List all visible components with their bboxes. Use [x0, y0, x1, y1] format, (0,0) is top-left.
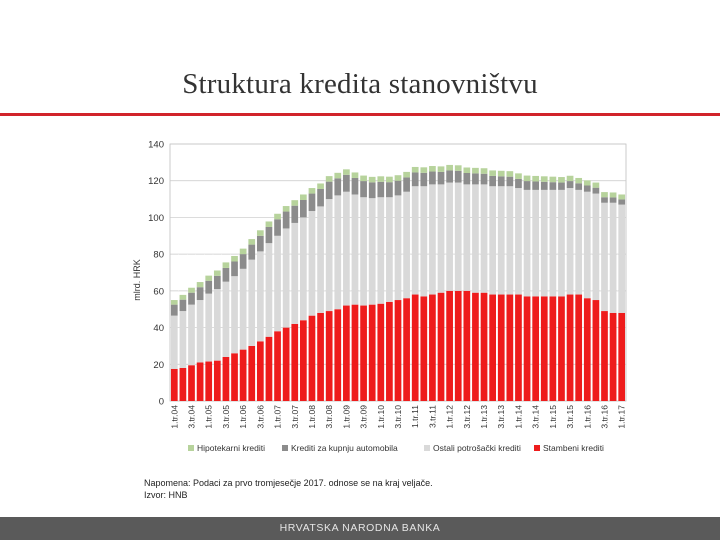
bar-segment-s2-46	[567, 181, 574, 188]
bar-segment-s1-25	[386, 197, 393, 302]
bar-segment-s3-40	[515, 173, 522, 179]
bar-segment-s3-19	[334, 173, 341, 179]
legend-swatch-1	[424, 445, 430, 451]
bar-segment-s3-6	[223, 262, 230, 268]
bar-segment-s1-19	[334, 195, 341, 309]
bar-segment-s1-22	[360, 197, 367, 305]
bar-segment-s1-13	[283, 228, 290, 327]
bar-segment-s2-32	[446, 170, 453, 182]
bar-segment-s3-35	[472, 168, 479, 174]
bar-segment-s0-47	[575, 295, 582, 401]
bar-segment-s2-27	[403, 177, 410, 191]
bar-segment-s0-7	[231, 353, 238, 401]
bar-segment-s1-17	[317, 206, 324, 312]
bar-segment-s2-9	[248, 245, 255, 260]
x-tick-label: 1.tr.09	[341, 405, 352, 429]
bar-segment-s1-48	[584, 192, 591, 298]
footnote-napomena: Napomena: Podaci za prvo tromjesečje 2017. odnose se na kraj veljače.	[144, 478, 433, 488]
bar-segment-s3-16	[309, 188, 316, 194]
bar-segment-s0-27	[403, 298, 410, 401]
bar-segment-s1-42	[532, 190, 539, 296]
bar-segment-s0-5	[214, 361, 221, 401]
bar-segment-s3-11	[266, 221, 273, 227]
bar-segment-s2-33	[455, 171, 462, 183]
bar-segment-s1-49	[593, 194, 600, 300]
bar-segment-s0-35	[472, 293, 479, 401]
bar-segment-s3-49	[593, 183, 600, 188]
bar-segment-s1-38	[498, 186, 505, 294]
bar-segment-s0-9	[248, 346, 255, 401]
x-tick-label: 1.tr.11	[410, 405, 421, 428]
bar-segment-s1-35	[472, 184, 479, 292]
bar-segment-s2-43	[541, 182, 548, 190]
bar-segment-s0-46	[567, 295, 574, 401]
bar-segment-s2-10	[257, 236, 264, 252]
bar-segment-s3-14	[291, 200, 298, 206]
bar-segment-s3-2	[188, 288, 195, 293]
bar-segment-s3-30	[429, 166, 436, 172]
bar-segment-s0-22	[360, 306, 367, 401]
x-tick-label: 3.tr.08	[324, 405, 335, 429]
bar-segment-s2-21	[352, 178, 359, 195]
bar-segment-s1-20	[343, 192, 350, 306]
bar-segment-s0-26	[395, 300, 402, 401]
bar-segment-s0-51	[610, 313, 617, 401]
bar-segment-s3-0	[171, 300, 178, 305]
bar-segment-s2-22	[360, 181, 367, 197]
bar-segment-s2-45	[558, 183, 565, 190]
bar-segment-s2-37	[489, 176, 496, 186]
bar-segment-s0-8	[240, 350, 247, 401]
bar-segment-s3-29	[420, 167, 427, 173]
legend-swatch-3	[188, 445, 194, 451]
bar-segment-s1-26	[395, 195, 402, 300]
bar-segment-s2-19	[334, 178, 341, 195]
bar-segment-s3-12	[274, 214, 281, 220]
bar-segment-s0-11	[266, 337, 273, 401]
legend-swatch-0	[534, 445, 540, 451]
bar-segment-s2-40	[515, 179, 522, 188]
bar-segment-s1-34	[463, 184, 470, 290]
bar-segment-s2-12	[274, 219, 281, 236]
bar-segment-s3-9	[248, 239, 255, 245]
bar-segment-s0-45	[558, 296, 565, 401]
bar-segment-s2-0	[171, 305, 178, 316]
chart-legend	[188, 443, 604, 453]
y-tick-label: 140	[148, 139, 164, 151]
bar-segment-s2-31	[438, 172, 445, 184]
x-tick-label: 3.tr.06	[255, 405, 266, 429]
bar-segment-s1-14	[291, 223, 298, 324]
footer-bank-name: HRVATSKA NARODNA BANKA	[0, 517, 720, 540]
bar-segment-s0-4	[205, 362, 212, 401]
legend-label-2: Krediti za kupnju automobila	[291, 443, 398, 453]
bar-segment-s0-6	[223, 357, 230, 401]
bar-segment-s3-26	[395, 175, 402, 181]
bar-segment-s3-28	[412, 167, 419, 173]
bar-segment-s1-32	[446, 183, 453, 291]
bar-segment-s3-43	[541, 176, 548, 182]
bar-segment-s3-45	[558, 177, 565, 183]
bar-segment-s0-3	[197, 362, 204, 401]
bar-segment-s0-12	[274, 331, 281, 401]
y-tick-label: 60	[153, 286, 164, 298]
bar-segment-s1-4	[205, 294, 212, 362]
stacked-bar-chart	[0, 130, 720, 460]
y-tick-label: 20	[153, 359, 164, 371]
x-tick-label: 1.tr.17	[616, 405, 627, 429]
bar-segment-s3-13	[283, 206, 290, 212]
bar-segment-s3-37	[489, 170, 496, 176]
title-divider	[0, 113, 720, 116]
x-tick-label: 3.tr.09	[358, 405, 369, 429]
bar-segment-s0-37	[489, 295, 496, 401]
x-tick-label: 3.tr.11	[427, 405, 438, 428]
bar-segment-s3-47	[575, 178, 582, 183]
bar-segment-s3-24	[377, 176, 384, 182]
bar-segment-s0-31	[438, 293, 445, 401]
bar-segment-s3-34	[463, 167, 470, 173]
bar-segment-s1-24	[377, 197, 384, 303]
bar-segment-s2-49	[593, 188, 600, 194]
bar-segment-s1-10	[257, 251, 264, 341]
bar-segment-s0-44	[550, 296, 557, 401]
bar-segment-s1-27	[403, 192, 410, 298]
bar-segment-s0-42	[532, 296, 539, 401]
x-tick-label: 3.tr.12	[461, 405, 472, 429]
bar-segment-s3-1	[180, 295, 187, 300]
bar-segment-s2-15	[300, 200, 307, 217]
bar-segment-s1-51	[610, 203, 617, 313]
bar-segment-s2-34	[463, 173, 470, 184]
bar-segment-s0-20	[343, 306, 350, 401]
bar-segment-s1-31	[438, 184, 445, 292]
page-title: Struktura kredita stanovništvu	[182, 68, 538, 100]
x-tick-label: 1.tr.08	[306, 405, 317, 429]
bar-segment-s3-31	[438, 166, 445, 172]
bar-segment-s2-24	[377, 182, 384, 197]
bar-segment-s2-1	[180, 300, 187, 311]
bar-segment-s3-17	[317, 183, 324, 189]
bar-segment-s2-25	[386, 182, 393, 197]
bar-segment-s1-47	[575, 190, 582, 295]
bar-segment-s2-50	[601, 197, 608, 203]
bar-segment-s1-12	[274, 236, 281, 331]
x-axis	[169, 405, 626, 429]
x-tick-label: 3.tr.14	[530, 405, 541, 429]
bar-segment-s2-17	[317, 189, 324, 206]
bar-segment-s2-28	[412, 172, 419, 186]
bar-segment-s0-16	[309, 316, 316, 401]
bar-segment-s3-3	[197, 282, 204, 287]
bar-segment-s1-0	[171, 316, 178, 369]
bar-segment-s0-48	[584, 298, 591, 401]
bar-segment-s0-13	[283, 328, 290, 401]
bar-segment-s2-51	[610, 197, 617, 202]
x-tick-label: 3.tr.16	[599, 405, 610, 429]
bar-segment-s3-39	[506, 171, 513, 177]
bar-segment-s2-30	[429, 172, 436, 185]
bar-segment-s2-52	[618, 199, 625, 204]
bar-segment-s3-23	[369, 177, 376, 183]
bar-segment-s1-15	[300, 217, 307, 320]
bar-segment-s1-16	[309, 211, 316, 316]
bar-segment-s0-21	[352, 305, 359, 401]
y-tick-label: 120	[148, 176, 164, 188]
bar-segment-s1-18	[326, 199, 333, 311]
bar-segment-s3-38	[498, 171, 505, 177]
x-tick-label: 1.tr.10	[375, 405, 386, 429]
bar-segment-s3-32	[446, 165, 453, 171]
bar-segment-s3-5	[214, 270, 221, 275]
x-tick-label: 3.tr.15	[565, 405, 576, 429]
bar-segment-s3-15	[300, 194, 307, 200]
bar-segment-s2-3	[197, 287, 204, 300]
bar-segment-s0-25	[386, 302, 393, 401]
bar-segment-s1-50	[601, 203, 608, 311]
bar-segment-s2-35	[472, 173, 479, 184]
bar-segment-s1-1	[180, 311, 187, 368]
bar-segment-s0-33	[455, 291, 462, 401]
bar-segment-s1-44	[550, 190, 557, 296]
y-tick-label: 80	[153, 249, 164, 261]
bar-segment-s0-40	[515, 295, 522, 401]
bar-segment-s3-48	[584, 180, 591, 185]
bar-segment-s0-43	[541, 296, 548, 401]
bar-segment-s3-51	[610, 192, 617, 197]
bar-segment-s1-21	[352, 194, 359, 304]
y-tick-label: 0	[158, 396, 164, 408]
bar-segment-s3-46	[567, 176, 574, 181]
bar-segment-s3-10	[257, 230, 264, 236]
bar-segment-s2-16	[309, 194, 316, 211]
bar-segment-s3-8	[240, 249, 247, 255]
bar-segment-s0-10	[257, 341, 264, 401]
bar-segment-s3-33	[455, 165, 462, 171]
bar-segment-s1-6	[223, 282, 230, 357]
bar-segment-s1-46	[567, 188, 574, 294]
bar-segment-s3-44	[550, 177, 557, 183]
x-tick-label: 1.tr.15	[547, 405, 558, 429]
bar-segment-s3-22	[360, 176, 367, 182]
y-tick-label: 100	[148, 212, 164, 224]
bar-segment-s0-41	[524, 296, 531, 401]
y-axis	[148, 140, 164, 408]
bar-segment-s0-32	[446, 291, 453, 401]
bar-segment-s2-18	[326, 182, 333, 199]
bar-segment-s1-28	[412, 186, 419, 294]
bar-segment-s3-7	[231, 256, 238, 262]
legend-label-1: Ostali potrošački krediti	[433, 443, 521, 453]
bar-segment-s3-41	[524, 176, 531, 182]
bar-segment-s2-42	[532, 181, 539, 189]
bar-segment-s0-52	[618, 313, 625, 401]
bar-segment-s3-4	[205, 276, 212, 281]
bar-segment-s2-8	[240, 254, 247, 269]
bar-segment-s2-48	[584, 185, 591, 191]
x-tick-label: 3.tr.10	[393, 405, 403, 429]
bar-segment-s0-29	[420, 296, 427, 401]
bar-segment-s2-11	[266, 227, 273, 243]
bar-segment-s2-38	[498, 176, 505, 186]
bar-segment-s1-52	[618, 205, 625, 313]
bar-segment-s3-20	[343, 169, 350, 175]
bar-segment-s0-2	[188, 365, 195, 401]
x-tick-label: 1.tr.07	[272, 405, 283, 429]
legend-swatch-2	[282, 445, 288, 451]
bar-segment-s1-45	[558, 190, 565, 296]
bar-segment-s0-34	[463, 291, 470, 401]
bar-segment-s3-21	[352, 172, 359, 178]
bar-segment-s0-0	[171, 369, 178, 401]
bar-segment-s2-41	[524, 181, 531, 190]
bar-segment-s1-2	[188, 305, 195, 366]
bar-segment-s2-20	[343, 175, 350, 192]
bar-segment-s3-18	[326, 176, 333, 182]
bar-segment-s0-15	[300, 320, 307, 401]
bar-segment-s1-8	[240, 269, 247, 350]
bar-segment-s1-36	[481, 184, 488, 292]
bar-segment-s2-5	[214, 276, 221, 289]
x-tick-label: 1.tr.05	[203, 405, 214, 429]
bar-segment-s0-17	[317, 313, 324, 401]
bar-segment-s3-52	[618, 194, 625, 199]
footnote-izvor: Izvor: HNB	[144, 490, 188, 500]
x-tick-label: 3.tr.13	[496, 404, 507, 429]
x-tick-label: 1.tr.13	[479, 405, 490, 429]
bar-segment-s2-7	[231, 261, 238, 276]
bar-segment-s2-23	[369, 182, 376, 198]
x-tick-label: 1.tr.12	[444, 405, 455, 429]
bar-segment-s0-28	[412, 295, 419, 401]
bar-segment-s2-2	[188, 293, 195, 305]
bar-segment-s1-33	[455, 183, 462, 291]
bar-segment-s3-50	[601, 192, 608, 197]
bar-segment-s3-42	[532, 176, 539, 182]
bar-segment-s1-7	[231, 276, 238, 353]
y-tick-label: 40	[153, 323, 164, 335]
bar-segment-s1-43	[541, 190, 548, 296]
bar-segment-s0-23	[369, 305, 376, 401]
bar-segment-s0-19	[334, 309, 341, 401]
legend-label-3: Hipotekarni krediti	[197, 443, 266, 453]
bar-segment-s0-38	[498, 295, 505, 401]
bar-segment-s1-37	[489, 186, 496, 294]
bar-segment-s2-36	[481, 174, 488, 185]
bar-segment-s1-11	[266, 243, 273, 337]
bar-segment-s0-18	[326, 311, 333, 401]
bar-segment-s2-39	[506, 177, 513, 187]
x-tick-label: 1.tr.14	[513, 405, 524, 429]
bar-segment-s2-47	[575, 183, 582, 190]
bar-segment-s2-4	[205, 281, 212, 294]
x-tick-label: 3.tr.05	[220, 405, 231, 429]
bar-segment-s0-14	[291, 324, 298, 401]
bar-segment-s2-13	[283, 212, 290, 229]
bar-segment-s1-5	[214, 289, 221, 361]
bar-segment-s0-1	[180, 368, 187, 401]
bar-segment-s1-39	[506, 186, 513, 294]
bar-segment-s3-27	[403, 172, 410, 178]
x-tick-label: 1.tr.04	[169, 405, 180, 429]
bar-segment-s1-29	[420, 186, 427, 296]
bar-segment-s2-29	[420, 173, 427, 186]
bar-segment-s1-40	[515, 188, 522, 294]
x-tick-label: 3.tr.04	[186, 405, 197, 429]
bar-segment-s1-30	[429, 184, 436, 294]
bar-segment-s2-14	[291, 206, 298, 223]
legend-label-0: Stambeni krediti	[543, 443, 604, 453]
bar-segment-s1-41	[524, 190, 531, 296]
bar-segment-s0-49	[593, 300, 600, 401]
bar-segment-s3-36	[481, 168, 488, 174]
y-axis-label: mlrd. HRK	[132, 259, 142, 301]
bar-segment-s2-44	[550, 182, 557, 190]
bar-segment-s0-24	[377, 304, 384, 401]
bar-segment-s0-36	[481, 293, 488, 401]
x-tick-label: 3.tr.07	[289, 405, 300, 429]
bar-segment-s0-39	[506, 295, 513, 401]
bar-segment-s3-25	[386, 177, 393, 183]
bar-segment-s1-9	[248, 260, 255, 346]
bar-segment-s2-6	[223, 268, 230, 282]
bar-segment-s1-23	[369, 198, 376, 304]
bar-segment-s0-50	[601, 311, 608, 401]
bar-segment-s0-30	[429, 295, 436, 401]
bar-segment-s2-26	[395, 181, 402, 196]
bar-segment-s1-3	[197, 300, 204, 362]
x-tick-label: 1.tr.16	[582, 405, 593, 429]
x-tick-label: 1.tr.06	[238, 405, 249, 429]
